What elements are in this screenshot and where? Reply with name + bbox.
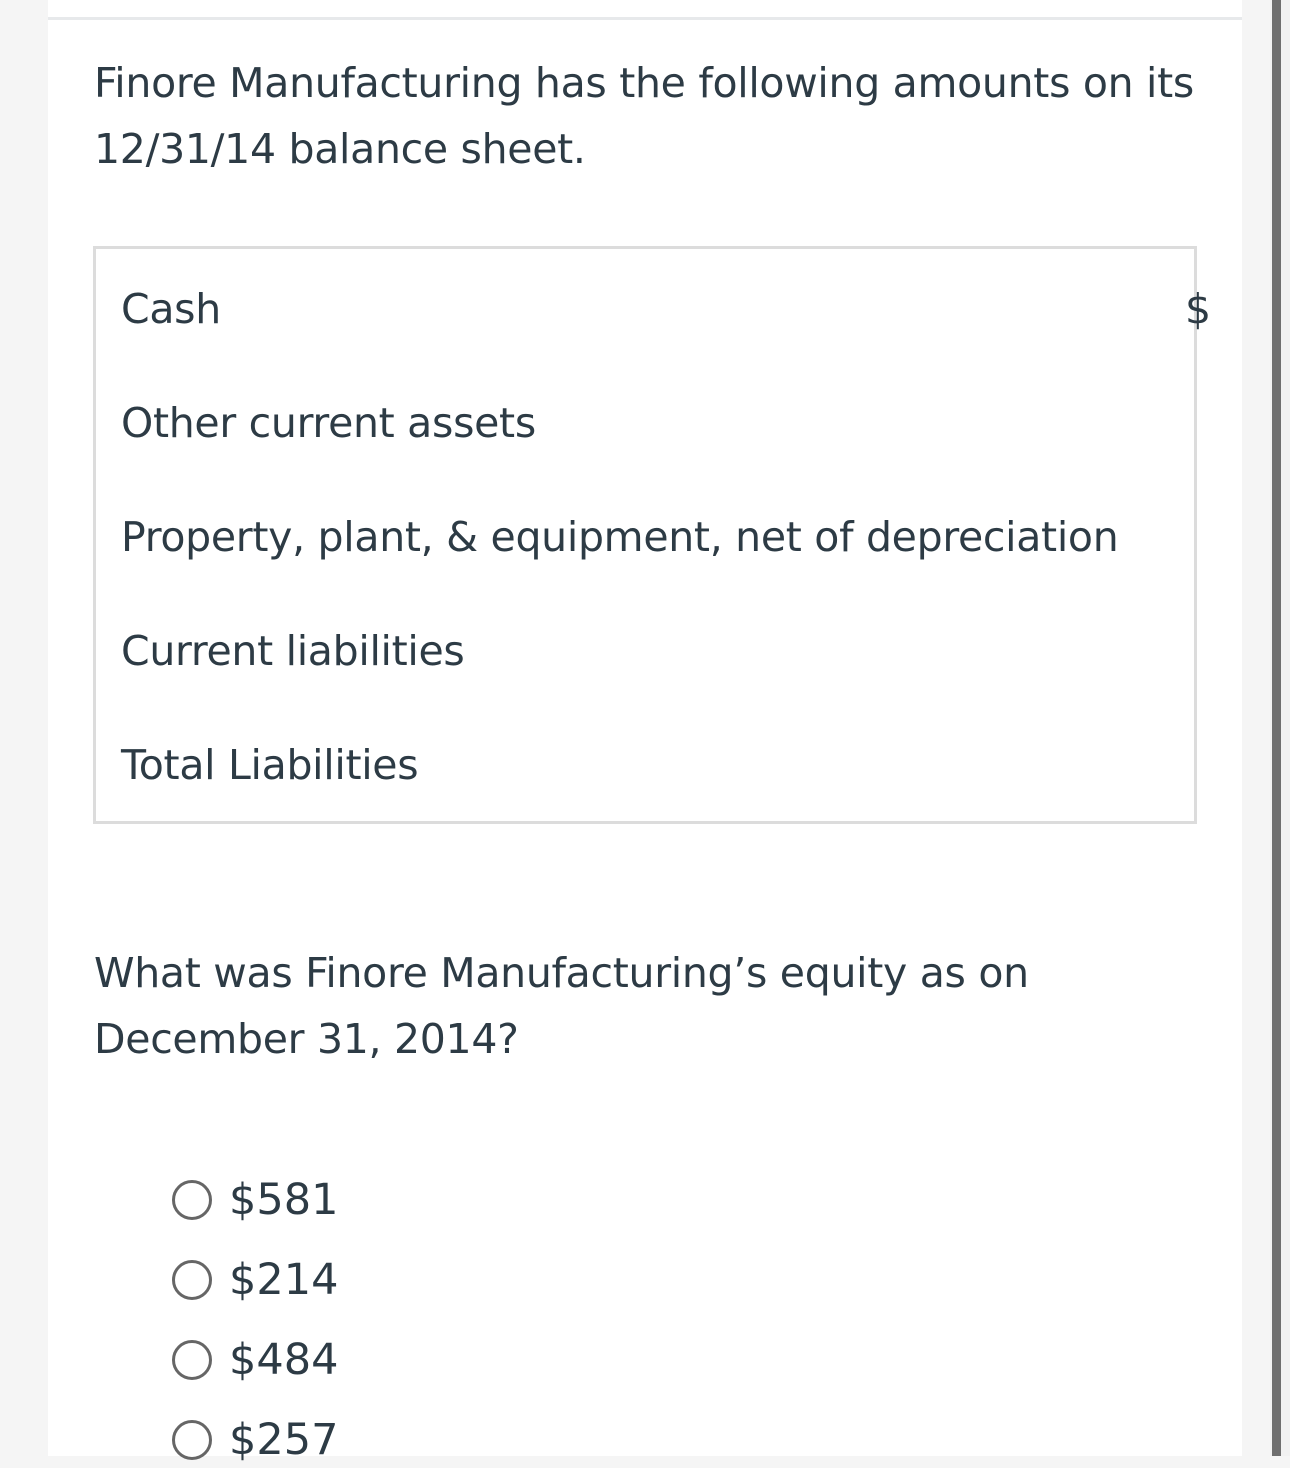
answer-label: $257 — [229, 1415, 339, 1465]
balance-sheet-table — [93, 246, 1212, 824]
amount-value: $ — [1185, 285, 1212, 333]
answer-option[interactable] — [172, 1252, 338, 1308]
table-row-label: Property, plant, & equipment, net of depreciation — [121, 513, 1119, 561]
table-row-label: Cash — [121, 285, 221, 333]
table-row-label: Total Liabilities — [121, 741, 419, 789]
scrollbar-thumb[interactable] — [1272, 0, 1281, 1456]
divider — [48, 17, 1242, 20]
question-intro: Finore Manufacturing has the following amounts on its 12/31/14 balance sheet. — [94, 59, 1194, 173]
answer-label: $214 — [229, 1255, 339, 1305]
question-card — [48, 0, 1242, 1465]
answer-option[interactable] — [172, 1332, 338, 1388]
answer-option[interactable] — [172, 1172, 338, 1228]
answer-option[interactable] — [172, 1412, 338, 1468]
table-row-label: Current liabilities — [121, 627, 465, 675]
radio-button[interactable] — [172, 1180, 212, 1220]
radio-button[interactable] — [172, 1260, 212, 1300]
radio-button[interactable] — [172, 1420, 212, 1460]
radio-button[interactable] — [172, 1340, 212, 1380]
answer-label: $581 — [229, 1175, 339, 1225]
table-row-label: Other current assets — [121, 399, 536, 447]
question-prompt: What was Finore Manufacturing’s equity as on December 31, 2014? — [94, 949, 1029, 1063]
answer-label: $484 — [229, 1335, 339, 1385]
